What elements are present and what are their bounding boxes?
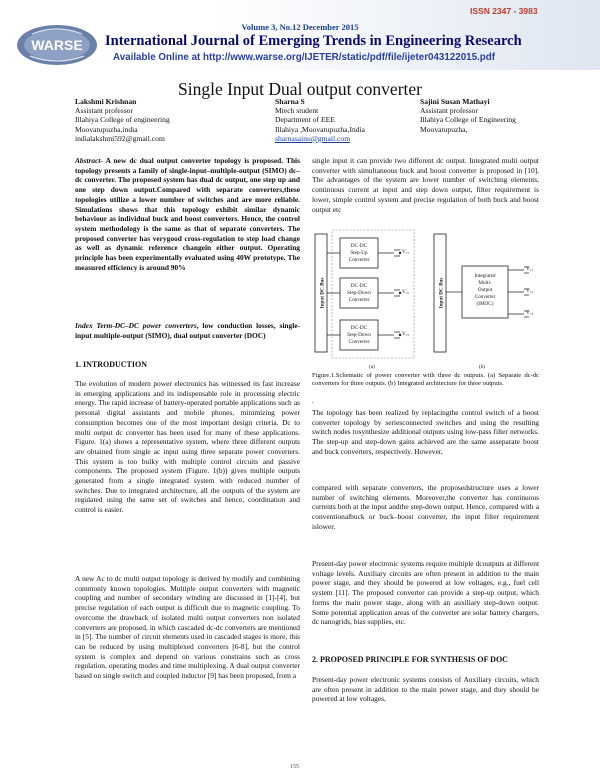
- svg-text:DC-DC: DC-DC: [350, 243, 368, 249]
- logo-text: WARSE: [31, 37, 83, 53]
- index-terms: [75, 321, 300, 340]
- author-affiliation: Moovatupuzha,india: [75, 124, 138, 134]
- input-dc-bus-a-label: Input DC Bus: [319, 277, 326, 309]
- svg-text:DC-DC: DC-DC: [350, 325, 368, 331]
- author-block: [75, 97, 265, 143]
- author-email: indialakshmi592@gmail.com: [75, 133, 165, 143]
- svg-text:DC-DC: DC-DC: [350, 283, 368, 289]
- abstract: [75, 156, 300, 272]
- svg-text:Converter: Converter: [348, 339, 370, 345]
- section-heading-introduction: 1. INTRODUCTION: [75, 360, 148, 369]
- author-name: Lakshmi Krishnan: [75, 97, 137, 106]
- abstract-label: Abstract-: [75, 156, 103, 165]
- paragraph: Present-day power electronic systems require multiple dcoutputs at different voltage levels. Auxiliary circuits are often present in addition to the main power stage, and they should be powered at low voltages, e.g., fuel cell system [11]. The proposed converter can provide a step-up output, which forms the main power stage, along with an auxiliary step-down output. Some potential application areas of the converter are solar battery chargers, dc nanogrids, bias supplies, etc.: [312, 559, 539, 627]
- svg-text:(IMOC): (IMOC): [476, 301, 494, 307]
- paragraph: Present-day power electronic systems consists of Auxiliary circuits, which are often present in addition to the main power stage, and they should be powered at low voltages,: [312, 675, 539, 704]
- paragraph: A new Ac to dc multi output topology is derived by modify and combining commonly known topologies. Multiple output converters with magnetic coupling and number of secondary winding are discussed in [1]-[4], but precise regulation of each output is difficult due to magnetic coupling. To overcome the drawback of isolated multi output converters non isolated converters are proposed, in which cascaded dc-dc converters are mentioned in [5]. The number of circuit elements used in cascaded stages is more, this can be reduced by using multiplexed converters [6-8], but the control system is complex and depend on various constrains such as cross regulation, operating modes and time multiplexing. A dual output converter based on single switch and coupled inductor [9] has been proposed, from a: [75, 574, 300, 681]
- paper-title: Single Input Dual output converter: [178, 79, 422, 99]
- svg-text:Step-Up: Step-Up: [350, 250, 368, 256]
- paragraph: compared with separate converters, the proposedstructure uses a lower number of switching elements. Moreover,the converter has continuous currents both at the input andthe step-down output. Hence, compared with a conventionalbuck or buck–boost converter, the input filter requirement islower.: [312, 483, 539, 531]
- svg-text:Multi-: Multi-: [478, 280, 492, 286]
- online-url[interactable]: Available Online at http://www.warse.org/IJETER/static/pdf/file/ijeter043122015.pdf: [113, 52, 496, 63]
- issn-label: ISSN 2347 - 3983: [470, 6, 538, 16]
- svg-text:Integrated: Integrated: [474, 273, 496, 279]
- output-label: Vₒ₁: [526, 266, 534, 272]
- author-affiliation: Illahiya College of Engineering: [420, 115, 516, 125]
- volume-line: Volume 3, No.12 December 2015: [241, 22, 359, 32]
- svg-text:Output: Output: [477, 287, 493, 293]
- stray-dot: .: [312, 397, 314, 405]
- svg-text:Step-Down: Step-Down: [347, 332, 371, 338]
- author-block: [420, 97, 570, 134]
- author-affiliation: Illahiya ,Moovatupuzha,India: [275, 124, 366, 134]
- svg-text:Converter: Converter: [474, 294, 496, 300]
- author-affiliation: Assistant professor: [75, 106, 134, 116]
- index-terms-text: , low conduction losses, single-input multiple-output (SIMO), dual output converter (DOC): [75, 321, 300, 340]
- journal-title: International Journal of Emerging Trends in Engineering Research: [105, 33, 522, 49]
- section-heading-proposed-principle: 2. PROPOSED PRINCIPLE FOR SYNTHESIS OF DOC: [312, 655, 508, 664]
- author-block: [275, 97, 405, 143]
- author-affiliation: Moovatupuzha,: [420, 124, 468, 134]
- author-affiliation: Assistant professor: [420, 106, 479, 116]
- paragraph: The topology has been realized by replacingthe control switch of a boost converter topology by seriesconnected switches and using the resulting switch nodes tosynthesize additional outputs using low-pass filter networks. The step-up and step-down gains achieved are the same asseparate boost and buck converters, respectively. However,: [312, 408, 539, 456]
- figure-label-a: (a): [369, 364, 375, 370]
- index-terms-label: Index Term-DC–DC power converters: [75, 321, 197, 330]
- paragraph: The evolution of modern power electronics has witnessed its fast increase in emerging applications and its indispensable role in processing electric energy. The rapid increase of battery-operated portable applications such as personal digital assistants and mobile phones, minimizing power consumption becomes one of the most important design criteria. Dc to multi output dc converter has been used for many of these applications. Figure. 1(a) shows a representative system, where three different outputs are obtained from single ac input using three separate power converters. This system is too bulky with multiple control circuits and passive components. The proposed system (Figure. 1(b)) gives multiple outputs generated from a single integrated system with reduced number of switches. Due to integrated architecture, all the outputs of the system are regulated using the same set of switches and hence, coordination and control is easier.: [75, 379, 300, 515]
- output-label: Vₒ₃: [526, 310, 534, 316]
- author-affiliation: Department of EEE: [275, 115, 335, 125]
- svg-text:Converter: Converter: [348, 297, 370, 303]
- paragraph: single input it can provide two different dc output. Integrated multi output converter with simultaneous buck and boost converter is proposed in [10]. The advantages of the system are lower number of switching elements, continuous current at input and step down output, filter requirement is lower, simple control system and precise regulation of both buck and boost output etc: [312, 156, 539, 214]
- author-email: sharnasainu@gmail.com: [275, 133, 351, 143]
- input-dc-bus-b-label: Input DC Bus: [438, 277, 445, 309]
- author-name: Sajini Susan Mathayi: [420, 97, 490, 106]
- author-affiliation: Mtech student: [275, 106, 319, 116]
- output-label: Vₒ₂: [526, 288, 534, 294]
- output-label: Vₒ₁: [402, 249, 410, 255]
- author-affiliation: Illahiya College of engineering: [75, 115, 170, 125]
- page-number: 155: [290, 764, 299, 770]
- figure-1-diagram: [312, 226, 539, 372]
- output-label: Vₒ₂: [402, 289, 410, 295]
- author-name: Sharna S: [275, 97, 305, 106]
- abstract-text: A new dc dual output converter topology is proposed. This topology presents a family of single-input–multiple-output (SIMO) dc–dc converter. The proposed system has dual dc output, one step up and one step down output.Compared with separate converters,these topologies utilize a lower number of switches and are more reliable. Simulations shows that this topology exhibit similar dynamic behaviour as individual buck and boost converters. Hence, the control system methodology is the same as that of separate converters. The proposed converter has verygood cross-regulation to step load change as well as dynamic reference changein either output. Operating principle has been experimentally evaluated using 40W prototype. The measured efficiency is around 90%: [75, 156, 300, 272]
- svg-text:Converter: Converter: [348, 257, 370, 263]
- figure-caption: Figure.1.Schematic of power converter with three dc outputs. (a) Separate dc-dc converters for three outputs. (b) Integrated architecture for three outputs.: [312, 372, 539, 388]
- output-label: Vₒ₃: [402, 331, 410, 337]
- figure-label-b: (b): [478, 364, 486, 370]
- svg-text:Step-Down: Step-Down: [347, 290, 371, 296]
